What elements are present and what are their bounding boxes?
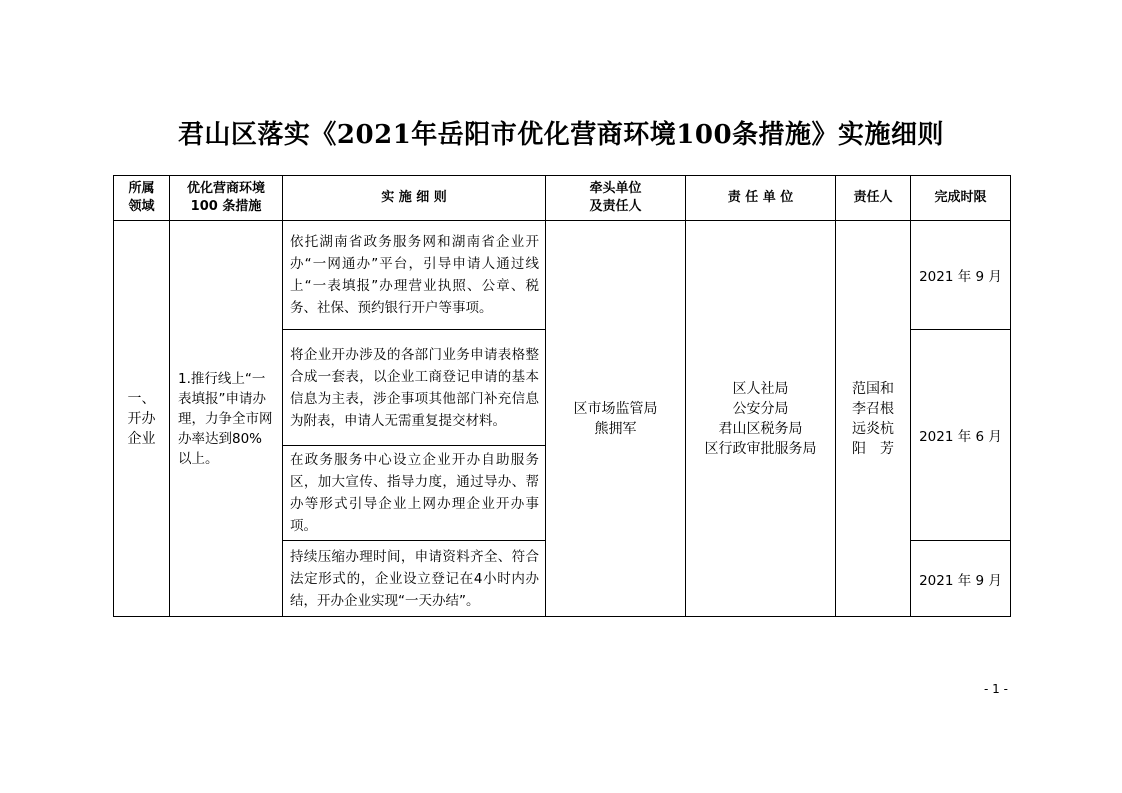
header-detail: 实 施 细 则: [283, 176, 546, 221]
measures-table: [113, 175, 1011, 617]
deadline-cell-1: 2021 年 9 月: [911, 221, 1011, 330]
table-header-row: [114, 176, 1011, 221]
header-area: 所属 领域: [114, 176, 170, 221]
responsible-persons-cell: 范国和 李召根 远炎杭 阳 芳: [836, 221, 911, 617]
table-row: [114, 221, 1011, 330]
page-number: - 1 -: [984, 682, 1008, 696]
detail-cell-1: 依托湖南省政务服务网和湖南省企业开办“一网通办”平台，引导申请人通过线上“一表填报”办理营业执照、公章、税务、社保、预约银行开户等事项。: [283, 221, 546, 330]
deadline-cell-2: 2021 年 6 月: [911, 330, 1011, 541]
detail-cell-2: 将企业开办涉及的各部门业务申请表格整合成一套表，以企业工商登记申请的基本信息为主表，涉企事项其他部门补充信息为附表，申请人无需重复提交材料。: [283, 330, 546, 446]
document-title: 君山区落实《2021年岳阳市优化营商环境100条措施》实施细则: [177, 120, 945, 150]
header-responsible: 责 任 单 位: [686, 176, 836, 221]
area-cell: 一、 开办 企业: [114, 221, 170, 617]
header-lead: 牵头单位 及责任人: [546, 176, 686, 221]
lead-unit-cell: 区市场监管局 熊拥军: [546, 221, 686, 617]
detail-cell-3: 在政务服务中心设立企业开办自助服务区，加大宣传、指导力度，通过导办、帮办等形式引导企业上网办理企业开办事项。: [283, 446, 546, 541]
deadline-cell-3: 2021 年 9 月: [911, 541, 1011, 617]
measure-cell: 1.推行线上“一表填报”申请办理，力争全市网办率达到80%以上。: [170, 221, 283, 617]
detail-cell-4: 持续压缩办理时间，申请资料齐全、符合法定形式的，企业设立登记在4小时内办结，开办企业实现“一天办结”。: [283, 541, 546, 617]
responsible-units-cell: 区人社局 公安分局 君山区税务局 区行政审批服务局: [686, 221, 836, 617]
header-deadline: 完成时限: [911, 176, 1011, 221]
header-person: 责任人: [836, 176, 911, 221]
header-measure: 优化营商环境 100 条措施: [170, 176, 283, 221]
